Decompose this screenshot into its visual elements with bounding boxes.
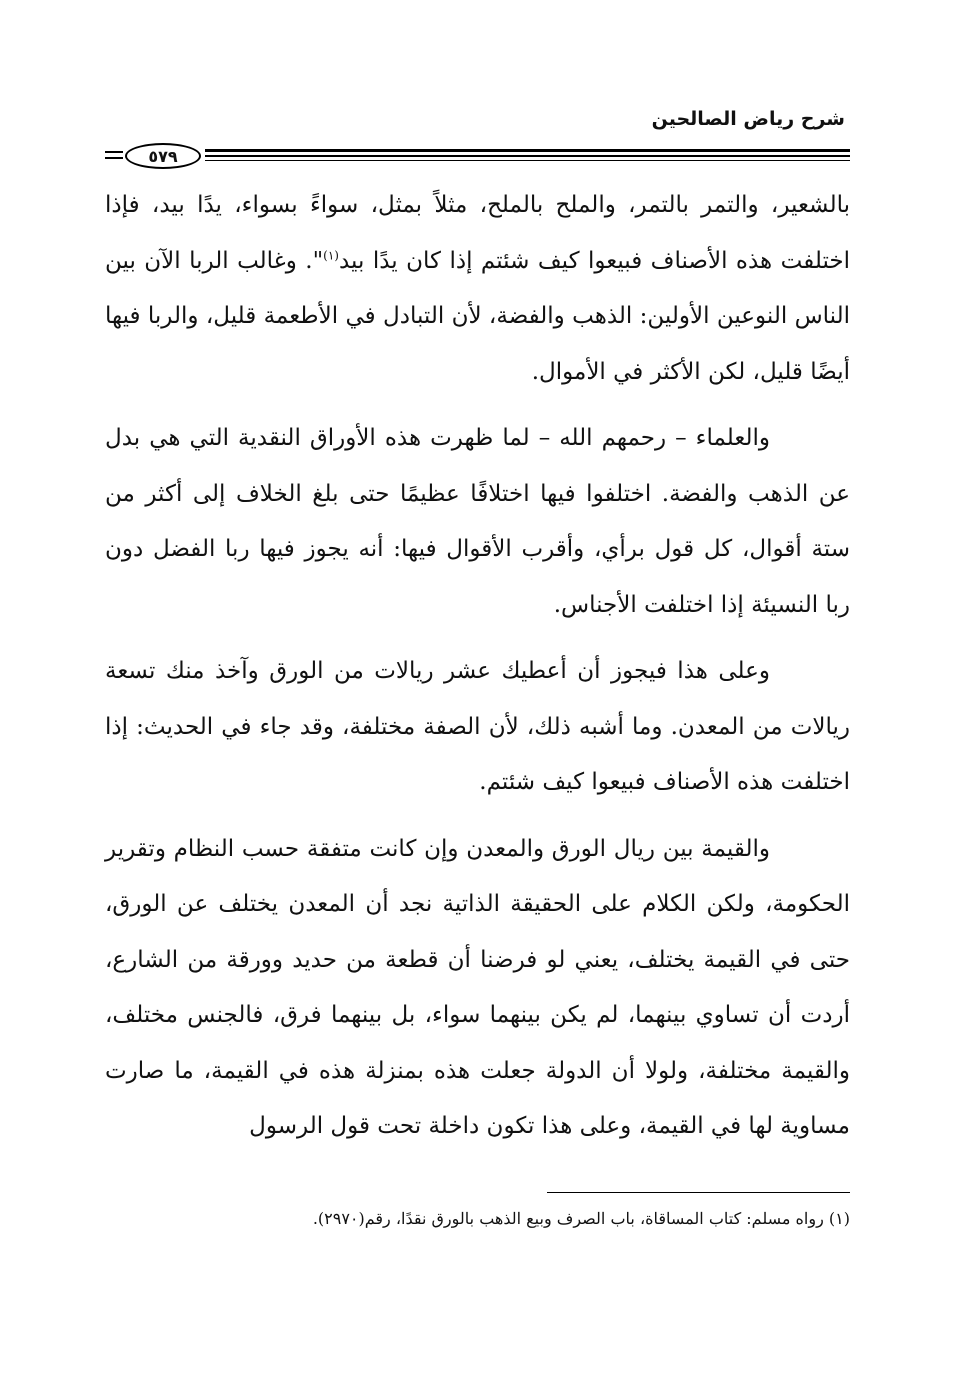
footnote-separator: [547, 1192, 850, 1193]
page-number: ٥٧٩: [125, 143, 201, 169]
main-text: [105, 178, 850, 1166]
footnote-reference: (١): [323, 247, 339, 262]
paragraph-2: والعلماء – رحمهم الله – لما ظهرت هذه الأوراق النقدية التي هي بدل عن الذهب والفضة. اختلفوا فيها اختلافًا عظيمًا حتى بلغ الخلاف إلى أكثر من ستة أقوال، كل قول برأي، وأقرب الأقوال فيها: أنه يجوز فيها ربا الفضل دون ربا النسيئة إذا اختلفت الأجناس.: [105, 425, 850, 618]
paragraph-3: وعلى هذا فيجوز أن أعطيك عشر ريالات من الورق وآخذ منك تسعة ريالات من المعدن. وما أشبه ذلك، لأن الصفة مختلفة، وقد جاء في الحديث: إذا اختلفت هذه الأصناف فبيعوا كيف شئتم.: [105, 658, 850, 795]
book-title: شرح رياض الصالحين: [651, 108, 845, 130]
header-rule: [105, 143, 850, 167]
paragraph-4: والقيمة بين ريال الورق والمعدن وإن كانت متفقة حسب النظام وتقرير الحكومة، ولكن الكلام على الحقيقة الذاتية نجد أن المعدن يختلف عن الورق، حتى في القيمة يختلف، يعني لو فرضنا أن قطعة من حديد وورقة من الشارع، أردت أن تساوي بينهما، لم يكن بينهما سواء، بل بينهما فرق، فالجنس مختلف، والقيمة مختلفة، ولولا أن الدولة جعلت هذه بمنزلة هذه في القيمة، ما صارت مساوية لها في القيمة، وعلى هذا تكون داخلة تحت قول الرسول: [105, 835, 850, 1139]
paragraph-1-text-b: ". وغالب الربا الآن بين الناس النوعين الأولين: الذهب والفضة، لأن التبادل في الأطعمة قليل، والربا فيها أيضًا قليل، لكن الأكثر في الأموال.: [105, 247, 850, 385]
footnote: (١) رواه مسلم: كتاب المساقاة، باب الصرف وبيع الذهب بالورق نقدًا، رقم(٢٩٧٠).: [312, 1209, 850, 1228]
paragraph-1-text-a: بالشعير، والتمر بالتمر، والملح بالملح، مثلاً بمثل، سواءً بسواء، يدًا بيد، فإذا اختلفت هذه الأصناف فبيعوا كيف شئتم إذا كان يدًا بيد: [105, 192, 850, 274]
paragraph-1: [105, 178, 850, 400]
